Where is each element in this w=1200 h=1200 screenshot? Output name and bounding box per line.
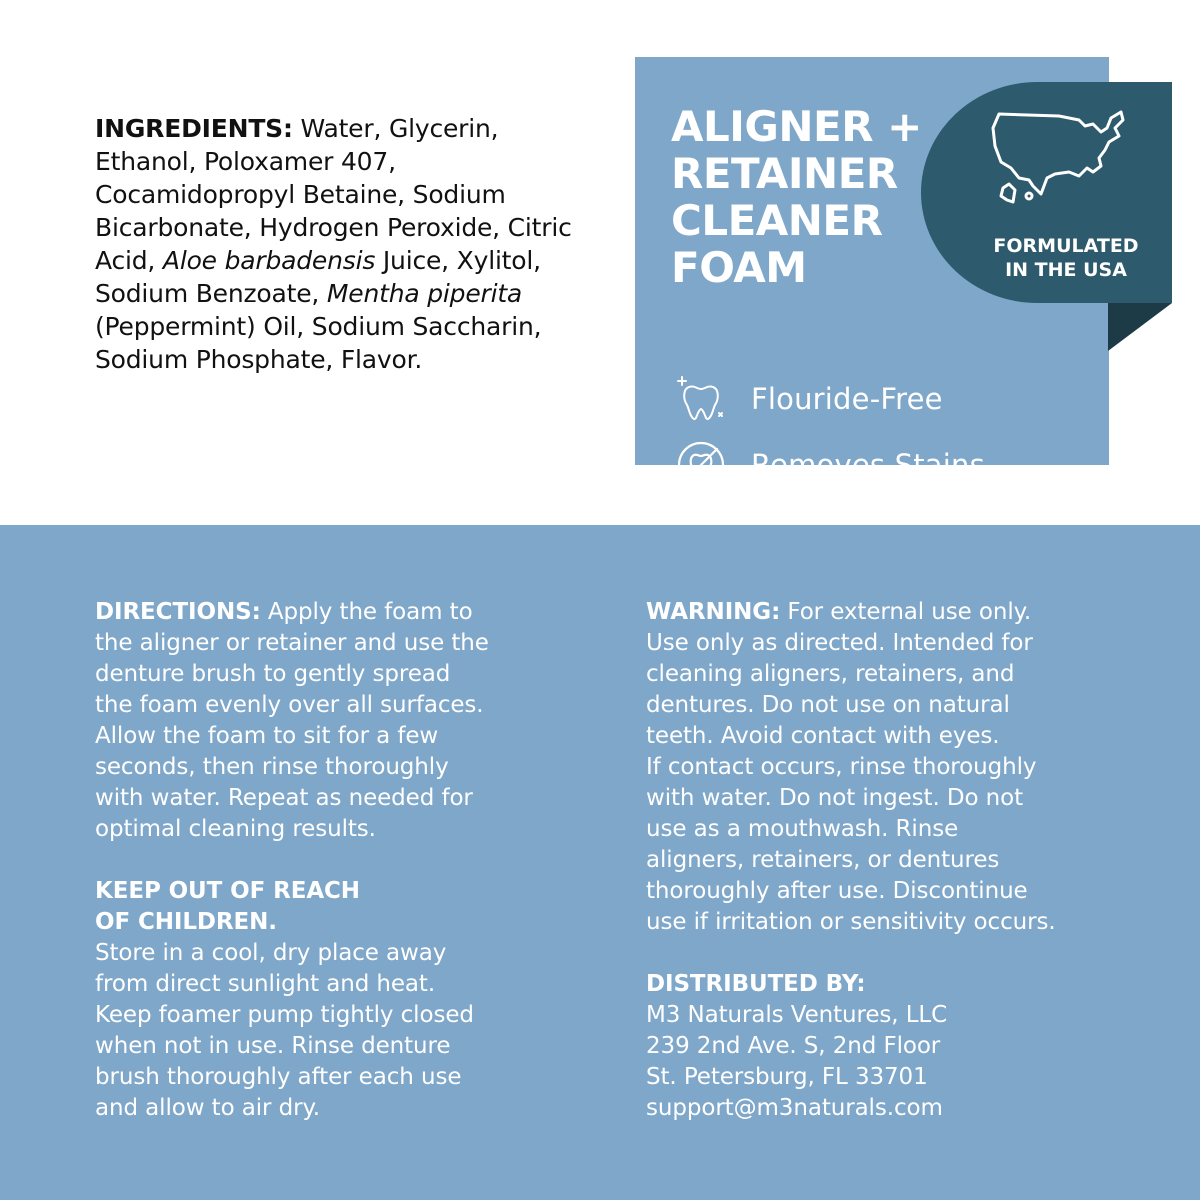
directions-heading: DIRECTIONS: xyxy=(95,599,261,625)
warning-line: use as a mouthwash. Rinse xyxy=(646,816,959,842)
directions-line: the foam evenly over all surfaces. xyxy=(95,692,484,718)
directions-line: with water. Repeat as needed for xyxy=(95,785,473,811)
feature-removes-stains xyxy=(675,439,985,491)
directions-line: seconds, then rinse thoroughly xyxy=(95,754,449,780)
warning-line: dentures. Do not use on natural xyxy=(646,692,1010,718)
warning-heading: WARNING: xyxy=(646,599,781,625)
directions-line: Apply the foam to xyxy=(260,599,473,625)
distributed-email: support@m3naturals.com xyxy=(646,1095,943,1121)
left-column xyxy=(95,597,595,1124)
warning-line: cleaning aligners, retainers, and xyxy=(646,661,1015,687)
ingredients-italic-1: Aloe barbadensis xyxy=(162,246,376,275)
product-title xyxy=(671,103,931,291)
feature-label: Removes Stains xyxy=(751,448,985,482)
distributed-line: St. Petersburg, FL 33701 xyxy=(646,1064,928,1090)
distributed-line: 239 2nd Ave. S, 2nd Floor xyxy=(646,1033,941,1059)
ingredients-part-3: (Peppermint) Oil, Sodium Saccharin, Sodium Phosphate, Flavor. xyxy=(95,312,542,374)
keep-out-heading: OF CHILDREN. xyxy=(95,909,277,935)
warning-line: aligners, retainers, or dentures xyxy=(646,847,1000,873)
keep-out-heading: KEEP OUT OF REACH xyxy=(95,878,360,904)
keep-out-line: Store in a cool, dry place away xyxy=(95,940,447,966)
distributed-line: M3 Naturals Ventures, LLC xyxy=(646,1002,948,1028)
keep-out-line: from direct sunlight and heat. xyxy=(95,971,436,997)
ingredients-part-1: Water, Glycerin, Ethanol, Poloxamer 407, Cocamidopropyl Betaine, Sodium Bicarbonate, Hydrogen Peroxide, Citric Acid, xyxy=(95,114,572,275)
feature-label: Flouride-Free xyxy=(751,382,943,416)
warning-line: teeth. Avoid contact with eyes. xyxy=(646,723,1000,749)
distributed-block xyxy=(646,969,1116,1124)
directions-line: denture brush to gently spread xyxy=(95,661,451,687)
warning-line: Use only as directed. Intended for xyxy=(646,630,1033,656)
ingredients-text xyxy=(95,112,585,376)
tooth-plus-icon xyxy=(675,373,727,425)
usa-map-icon xyxy=(989,106,1141,206)
keep-out-line: brush thoroughly after each use xyxy=(95,1064,462,1090)
keep-out-line: and allow to air dry. xyxy=(95,1095,320,1121)
warning-line: use if irritation or sensitivity occurs. xyxy=(646,909,1056,935)
badge-line: FORMULATED xyxy=(993,235,1139,257)
product-title-line: RETAINER xyxy=(671,149,898,198)
ingredients-italic-2: Mentha piperita xyxy=(326,279,523,308)
warning-line: For external use only. xyxy=(780,599,1032,625)
no-stain-icon xyxy=(675,439,727,491)
warning-block xyxy=(646,597,1116,938)
warning-line: thoroughly after use. Discontinue xyxy=(646,878,1028,904)
keep-out-line: Keep foamer pump tightly closed xyxy=(95,1002,474,1028)
keep-out-block xyxy=(95,876,595,1124)
warning-line: with water. Do not ingest. Do not xyxy=(646,785,1024,811)
directions-line: the aligner or retainer and use the xyxy=(95,630,489,656)
directions-line: Allow the foam to sit for a few xyxy=(95,723,439,749)
keep-out-line: when not in use. Rinse denture xyxy=(95,1033,451,1059)
product-title-line: FOAM xyxy=(671,243,807,292)
feature-fluoride-free xyxy=(675,373,943,425)
made-in-usa-badge xyxy=(921,82,1172,303)
directions-line: optimal cleaning results. xyxy=(95,816,376,842)
badge-line: IN THE USA xyxy=(1005,259,1127,281)
badge-text xyxy=(961,234,1171,282)
product-title-line: ALIGNER + xyxy=(671,102,922,151)
distributed-heading: DISTRIBUTED BY: xyxy=(646,971,866,997)
badge-fold xyxy=(1108,303,1172,351)
product-title-line: CLEANER xyxy=(671,196,883,245)
directions-block xyxy=(95,597,595,845)
right-column xyxy=(646,597,1116,1124)
warning-line: If contact occurs, rinse thoroughly xyxy=(646,754,1037,780)
ingredients-part-2: Juice, Xylitol, Sodium Benzoate, xyxy=(95,246,541,308)
ingredients-heading: INGREDIENTS: xyxy=(95,114,293,143)
